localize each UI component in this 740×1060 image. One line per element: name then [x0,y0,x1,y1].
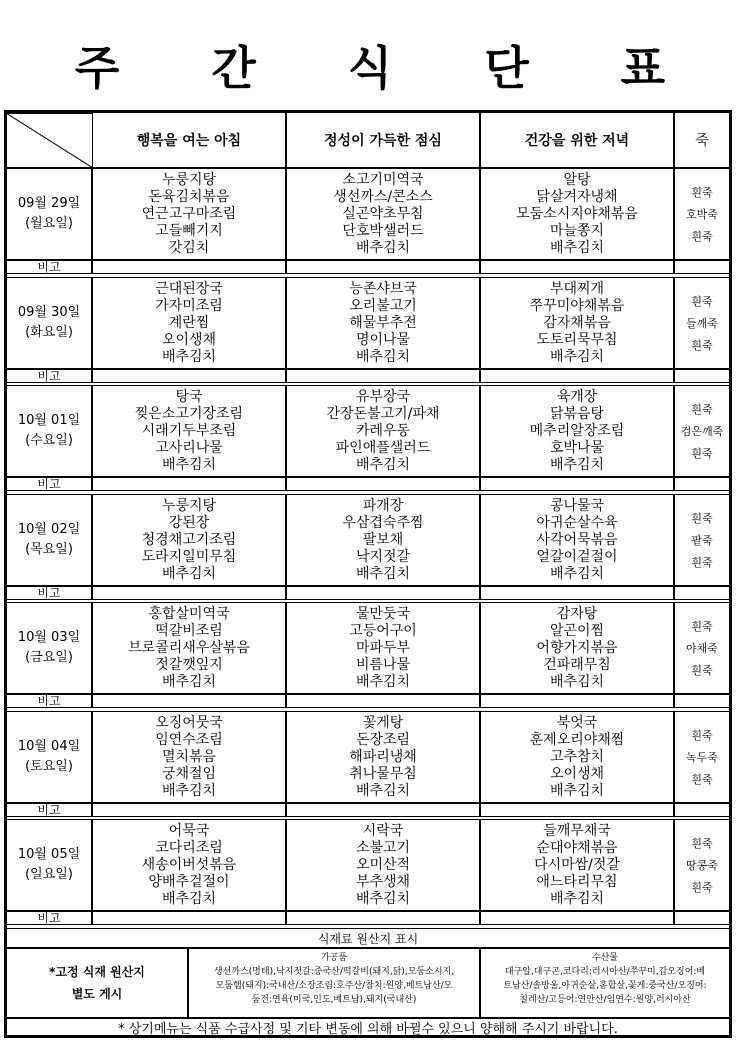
menu-item: 돈장조림 [355,731,411,748]
menu-item: 파인애플샐러드 [335,439,431,456]
menu-item: 배추김치 [355,782,411,799]
menu-item: 양배추겉절이 [148,873,230,890]
menu-item: 배추김치 [161,348,217,365]
remark-dinner [480,803,674,817]
menu-item: 배추김치 [161,565,217,582]
breakfast-menu-cell [92,385,286,477]
menu-item: 호박나물 [549,439,605,456]
page-title: 주 간 식 단 표 [74,41,704,95]
menu-item: 배추김치 [355,890,411,907]
porridge-item: 흰죽 [691,339,713,352]
menu-item: 배추김치 [161,673,217,690]
menu-item: 가자미조림 [155,297,223,314]
remark-dinner [480,586,674,600]
porridge-cell [674,168,730,260]
remark-label: 비고 [6,477,92,491]
menu-item: 해물부추전 [349,314,417,331]
fixed-origin-note [6,948,188,1018]
weekday-text: (월요일) [25,216,73,231]
porridge-item: 들깨죽 [686,317,718,330]
date-cell [6,277,92,369]
menu-item: 배추김치 [549,782,605,799]
seafood-line: 대구알,대구곤,코다리:러시아산/쭈꾸미,갑오징어:베 [504,967,706,977]
menu-item: 비름나물 [355,656,411,673]
date-text: 10월 03일 [17,630,81,645]
porridge-item: 흰죽 [691,837,713,850]
porridge-item: 흰죽 [691,881,713,894]
weekday-text: (토요일) [25,759,73,774]
remark-lunch [286,369,480,383]
lunch-menu-cell [286,277,480,369]
remark-breakfast [92,477,286,491]
seafood-title: 수산물 [591,953,619,963]
date-cell [6,602,92,694]
porridge-cell [674,711,730,803]
lunch-menu-cell [286,385,480,477]
menu-item: 고사리나물 [155,439,223,456]
menu-item: 배추김치 [161,890,217,907]
menu-item: 배추김치 [161,456,217,473]
remark-breakfast [92,586,286,600]
breakfast-menu-cell [92,602,286,694]
remark-lunch [286,803,480,817]
menu-item: 떡갈비조림 [155,622,223,639]
remark-porridge [674,586,730,600]
porridge-item: 야채죽 [686,642,718,655]
porridge-item: 땅콩죽 [686,859,718,872]
porridge-cell [674,819,730,911]
breakfast-menu-cell [92,168,286,260]
menu-item: 시래기두부조림 [141,422,237,439]
lunch-menu-cell [286,819,480,911]
porridge-cell [674,494,730,586]
date-cell [6,819,92,911]
menu-item: 꽃게탕 [362,714,404,731]
date-text: 09월 30일 [17,305,81,320]
dinner-menu-cell [480,494,674,586]
remark-porridge [674,477,730,491]
porridge-item: 검은깨죽 [680,425,724,438]
menu-item: 오이생채 [161,331,217,348]
menu-item: 갓김치 [168,239,210,256]
remark-label: 비고 [6,803,92,817]
date-text: 10월 04일 [17,739,81,754]
weekday-text: (금요일) [25,650,73,665]
menu-item: 멸치볶음 [161,748,217,765]
menu-item: 알곤이찜 [549,622,605,639]
footer-note: * 상기메뉴는 식품 수급사정 및 기타 변동에 의해 바뀔수 있으니 양해해 주시기 바랍니다. [6,1018,730,1036]
menu-item: 부추생채 [355,873,411,890]
porridge-cell [674,602,730,694]
remark-porridge [674,803,730,817]
porridge-cell [674,385,730,477]
menu-item: 고등어구이 [349,622,417,639]
menu-item: 유부장국 [355,388,411,405]
fixed-origin-line1: *고정 식재 원산지 [49,965,145,979]
dinner-menu-cell [480,277,674,369]
menu-item: 애느타리무침 [536,873,618,890]
menu-item: 코다리조림 [155,839,223,856]
weekday-text: (화요일) [25,325,73,340]
porridge-cell [674,277,730,369]
menu-item: 건파래무침 [543,656,611,673]
porridge-item: 흰죽 [691,186,713,199]
menu-item: 어묵국 [168,822,210,839]
menu-item: 배추김치 [549,456,605,473]
porridge-item: 흰죽 [691,729,713,742]
menu-item: 홍합살미역국 [148,605,230,622]
breakfast-menu-cell [92,277,286,369]
menu-item: 누룽지탕 [161,497,217,514]
date-text: 09월 29일 [17,196,81,211]
remark-breakfast [92,694,286,708]
menu-item: 연근고구마조림 [141,205,237,222]
porridge-item: 흰죽 [691,773,713,786]
menu-item: 순대야채볶음 [536,839,618,856]
seafood-line: 트남산/솔방울,아귀순살,홍합살,꽃게:중국산/오징어: [503,981,707,991]
remark-dinner [480,369,674,383]
menu-item: 명이나물 [355,331,411,348]
remark-lunch [286,477,480,491]
origin-section-title: 식재료 원산지 표시 [6,928,730,948]
remark-label: 비고 [6,911,92,925]
remark-dinner [480,911,674,925]
menu-item: 알탕 [563,171,591,188]
menu-item: 강된장 [168,514,210,531]
processed-origin [188,948,480,1018]
menu-item: 고추참치 [549,748,605,765]
remark-dinner [480,694,674,708]
menu-item: 마파두부 [355,639,411,656]
dinner-menu-cell [480,385,674,477]
header-porridge: 죽 [674,112,730,168]
menu-item: 팔보채 [362,531,404,548]
breakfast-menu-cell [92,494,286,586]
menu-item: 배추김치 [549,565,605,582]
dinner-menu-cell [480,819,674,911]
menu-item: 시락국 [362,822,404,839]
menu-item: 오리불고기 [349,297,417,314]
menu-item: 콩나물국 [549,497,605,514]
processed-line: 생선까스(명태),낙지젓갈:중국산/떡갈비(돼지,닭),모둠소시지, [213,967,455,977]
header-lunch: 정성이 가득한 점심 [286,112,480,168]
remark-label: 비고 [6,369,92,383]
menu-item: 간장돈불고기/파채 [326,405,440,422]
menu-item: 닭볶음탕 [549,405,605,422]
weekday-text: (일요일) [25,867,73,882]
date-cell [6,385,92,477]
porridge-item: 흰죽 [691,295,713,308]
menu-item: 우삼겹숙주찜 [342,514,424,531]
header-dinner: 건강을 위한 저녁 [480,112,674,168]
menu-item: 어향가지볶음 [536,639,618,656]
menu-item: 도라지일미무침 [141,548,237,565]
menu-item: 근대된장국 [155,280,223,297]
menu-item: 감자채볶음 [543,314,611,331]
date-text: 10월 02일 [17,522,81,537]
menu-item: 배추김치 [355,239,411,256]
date-cell [6,711,92,803]
menu-item: 소불고기 [355,839,411,856]
date-cell [6,494,92,586]
menu-item: 훈제오리야채찜 [529,731,625,748]
seafood-origin [480,948,730,1018]
menu-item: 모둠소시지야채볶음 [516,205,638,222]
menu-item: 도토리묵무침 [536,331,618,348]
menu-item: 누룽지탕 [161,171,217,188]
menu-item: 탕국 [175,388,203,405]
menu-item: 새송이버섯볶음 [141,856,237,873]
menu-item: 배추김치 [549,890,605,907]
menu-item: 실곤약초무침 [342,205,424,222]
remark-lunch [286,694,480,708]
porridge-item: 흰죽 [691,403,713,416]
remark-breakfast [92,369,286,383]
menu-item: 배추김치 [549,348,605,365]
menu-item: 배추김치 [355,456,411,473]
remark-lunch [286,911,480,925]
menu-item: 단호박샐러드 [342,222,424,239]
menu-item: 사각어묵볶음 [536,531,618,548]
remark-porridge [674,911,730,925]
menu-item: 북엇국 [556,714,598,731]
weekday-text: (목요일) [25,542,73,557]
remark-lunch [286,586,480,600]
menu-item: 해파리냉채 [349,748,417,765]
remark-breakfast [92,911,286,925]
processed-line: 모둠햄(돼지):국내산/소장조림:호주산/참치:원양,베트남산/모 [215,981,453,991]
menu-item: 부대찌개 [549,280,605,297]
processed-title: 가공품 [320,953,348,963]
menu-item: 배추김치 [549,673,605,690]
menu-item: 브로콜리새우살볶음 [128,639,250,656]
menu-item: 돈육김치볶음 [148,188,230,205]
menu-item: 궁채절임 [161,765,217,782]
menu-item: 취나물무침 [349,765,417,782]
menu-item: 물만둣국 [355,605,411,622]
porridge-item: 흰죽 [691,447,713,460]
lunch-menu-cell [286,711,480,803]
date-text: 10월 05일 [17,847,81,862]
lunch-menu-cell [286,494,480,586]
porridge-item: 호박죽 [686,208,718,221]
menu-item: 마늘쫑지 [549,222,605,239]
dinner-menu-cell [480,602,674,694]
remark-porridge [674,260,730,274]
menu-item: 낙지젓갈 [355,548,411,565]
porridge-item: 흰죽 [691,512,713,525]
dinner-menu-cell [480,168,674,260]
menu-item: 오미산적 [355,856,411,873]
menu-item: 쭈꾸미야채볶음 [529,297,625,314]
menu-item: 고들빼기지 [155,222,223,239]
menu-item: 오징어뭇국 [155,714,223,731]
breakfast-menu-cell [92,819,286,911]
remark-dinner [480,477,674,491]
menu-item: 카레우동 [355,422,411,439]
remark-lunch [286,260,480,274]
menu-item: 들깨무채국 [543,822,611,839]
menu-item: 배추김치 [355,673,411,690]
menu-item: 찢은소고기장조림 [134,405,244,422]
menu-item: 계란찜 [168,314,210,331]
remark-label: 비고 [6,260,92,274]
remark-breakfast [92,260,286,274]
porridge-item: 흰죽 [691,620,713,633]
menu-item: 아귀순살수육 [536,514,618,531]
header-breakfast: 행복을 여는 아침 [92,112,286,168]
menu-item: 닭살겨자냉채 [536,188,618,205]
fixed-origin-line2: 별도 게시 [71,987,123,1001]
menu-item: 생선까스/콘소스 [333,188,433,205]
menu-item: 청경채고기조림 [141,531,237,548]
header-diagonal [6,113,93,168]
processed-line: 둠전:연육(미국,인도,베트남),돼지(국내산) [251,995,417,1005]
menu-item: 감자탕 [556,605,598,622]
remark-porridge [674,694,730,708]
porridge-item: 흰죽 [691,664,713,677]
porridge-item: 흰죽 [691,556,713,569]
remark-label: 비고 [6,694,92,708]
lunch-menu-cell [286,168,480,260]
date-cell [6,168,92,260]
remark-dinner [480,260,674,274]
menu-item: 젓갈깻잎지 [155,656,223,673]
menu-item: 능존샤브국 [349,280,417,297]
menu-item: 배추김치 [161,782,217,799]
menu-item: 육개장 [556,388,598,405]
menu-item: 배추김치 [355,565,411,582]
menu-item: 메추리알장조림 [529,422,625,439]
menu-item: 오이생채 [549,765,605,782]
menu-item: 임연수조림 [155,731,223,748]
remark-label: 비고 [6,586,92,600]
remark-breakfast [92,803,286,817]
menu-item: 배추김치 [355,348,411,365]
menu-item: 얼갈이겉절이 [536,548,618,565]
weekday-text: (수요일) [25,433,73,448]
porridge-item: 흰죽 [691,230,713,243]
dinner-menu-cell [480,711,674,803]
seafood-line: 칠레산/고등어:연안산/임연수:원양,러시아산 [519,995,691,1005]
menu-item: 다시마쌈/젓갈 [534,856,620,873]
menu-item: 파개장 [362,497,404,514]
menu-item: 배추김치 [549,239,605,256]
menu-item: 소고기미역국 [342,171,424,188]
date-text: 10월 01일 [17,413,81,428]
porridge-item: 녹두죽 [686,751,718,764]
breakfast-menu-cell [92,711,286,803]
lunch-menu-cell [286,602,480,694]
porridge-item: 팥죽 [691,534,713,547]
remark-porridge [674,369,730,383]
